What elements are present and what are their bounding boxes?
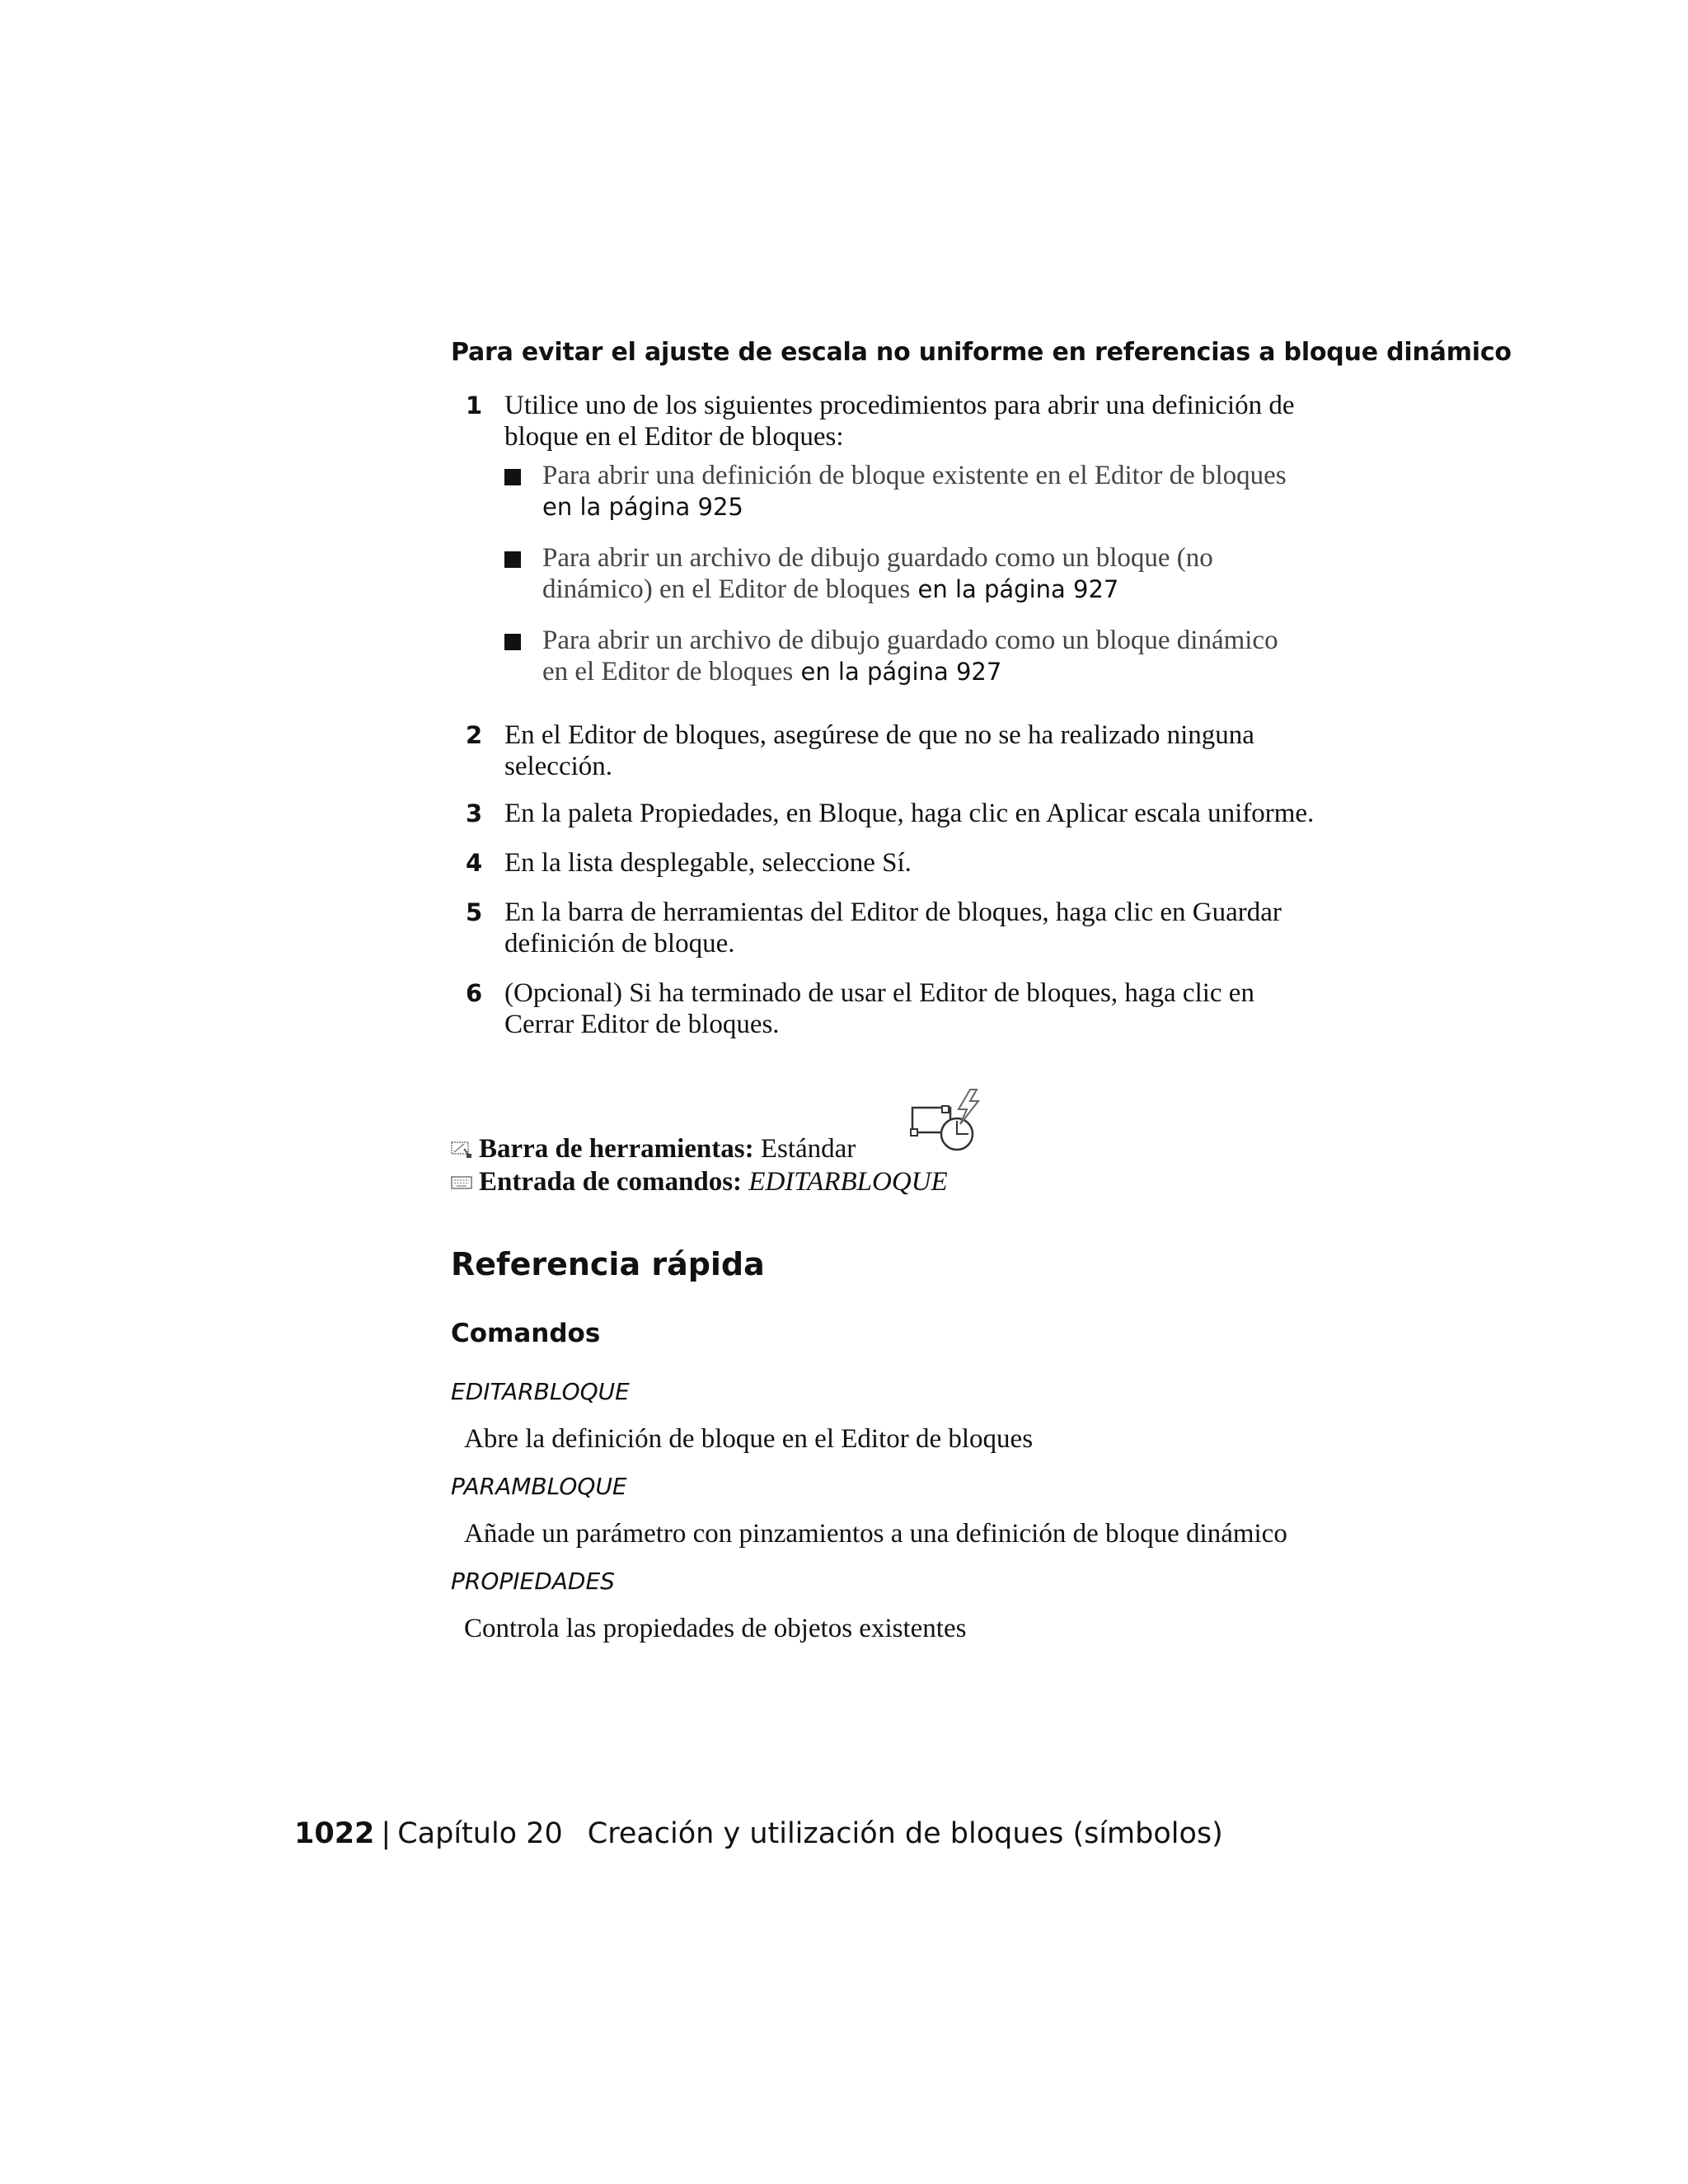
- step-text-line: Utilice uno de los siguientes procedimientos para abrir una definición de: [504, 391, 1295, 420]
- bullet-line: dinámico) en el Editor de bloques: [542, 574, 911, 604]
- step-number: 5: [466, 898, 483, 926]
- command-description: Controla las propiedades de objetos existentes: [464, 1614, 967, 1643]
- keyboard-icon: [451, 1174, 472, 1192]
- page-reference-link[interactable]: en la página 925: [542, 493, 743, 521]
- command-description: Abre la definición de bloque en el Editor de bloques: [464, 1424, 1034, 1454]
- bullet-line: en el Editor de bloques: [542, 657, 794, 687]
- step-text-line: Cerrar Editor de bloques.: [504, 1010, 780, 1039]
- block-editor-icon[interactable]: [909, 1088, 985, 1155]
- step-number: 1: [466, 391, 483, 419]
- step-number: 6: [466, 979, 483, 1007]
- step-text: [504, 847, 1329, 879]
- toolbar-access-line: [451, 1133, 856, 1165]
- step-number: 2: [466, 721, 483, 749]
- step-text-line: definición de bloque.: [504, 929, 735, 958]
- step-text-line: En la barra de herramientas del Editor de bloques, haga clic en Guardar: [504, 898, 1282, 927]
- procedure-title: Para evitar el ajuste de escala no uniforme en referencias a bloque dinámico: [451, 338, 1512, 367]
- command-entry-label: Entrada de comandos:: [479, 1167, 743, 1197]
- step-text: [504, 719, 1329, 782]
- chapter-number: Capítulo 20: [397, 1817, 563, 1850]
- bullet-line: Para abrir un archivo de dibujo guardado como un bloque dinámico: [542, 626, 1278, 655]
- command-entry-value: EDITARBLOQUE: [748, 1167, 948, 1197]
- step-text: [504, 977, 1329, 1040]
- step-text: [504, 897, 1329, 959]
- quick-reference-heading: Referencia rápida: [451, 1246, 765, 1282]
- commands-subheading: Comandos: [451, 1319, 601, 1348]
- step-number: 4: [466, 849, 483, 877]
- command-description: Añade un parámetro con pinzamientos a una definición de bloque dinámico: [464, 1519, 1287, 1549]
- step-text: [504, 798, 1329, 829]
- bullet-line: Para abrir una definición de bloque existente en el Editor de bloques: [542, 461, 1287, 490]
- page-number: 1022: [294, 1817, 375, 1850]
- step-text-line: En el Editor de bloques, asegúrese de que no se ha realizado ninguna: [504, 720, 1254, 750]
- bullet-line: Para abrir un archivo de dibujo guardado como un bloque (no: [542, 543, 1213, 573]
- toolbar-value: Estándar: [760, 1134, 856, 1164]
- step-text-line: bloque en el Editor de bloques:: [504, 422, 844, 452]
- chapter-title: Creación y utilización de bloques (símbolos): [587, 1817, 1223, 1850]
- step-text-line: En la paleta Propiedades, en Bloque, haga clic en Aplicar escala uniforme.: [504, 799, 1315, 828]
- step-text: [504, 390, 1329, 452]
- bullet-text: [542, 625, 1334, 687]
- square-bullet-icon: [504, 551, 521, 568]
- square-bullet-icon: [504, 469, 521, 485]
- command-name[interactable]: PROPIEDADES: [451, 1568, 615, 1595]
- step-number: 3: [466, 799, 483, 827]
- step-text-line: En la lista desplegable, seleccione Sí.: [504, 848, 912, 878]
- toolbar-icon: [451, 1141, 472, 1159]
- page-footer: [294, 1817, 1223, 1850]
- step-text-line: selección.: [504, 752, 613, 781]
- square-bullet-icon: [504, 634, 521, 650]
- command-name[interactable]: PARAMBLOQUE: [451, 1473, 627, 1500]
- page-reference-link[interactable]: en la página 927: [793, 658, 1002, 686]
- command-entry-line: [451, 1166, 948, 1197]
- toolbar-label: Barra de herramientas:: [479, 1134, 754, 1164]
- page-reference-link[interactable]: en la página 927: [910, 575, 1119, 603]
- footer-separator: |: [381, 1817, 392, 1850]
- step-text-line: (Opcional) Si ha terminado de usar el Editor de bloques, haga clic en: [504, 978, 1254, 1008]
- bullet-text: [542, 460, 1334, 523]
- bullet-text: [542, 542, 1334, 605]
- command-name[interactable]: EDITARBLOQUE: [451, 1378, 630, 1405]
